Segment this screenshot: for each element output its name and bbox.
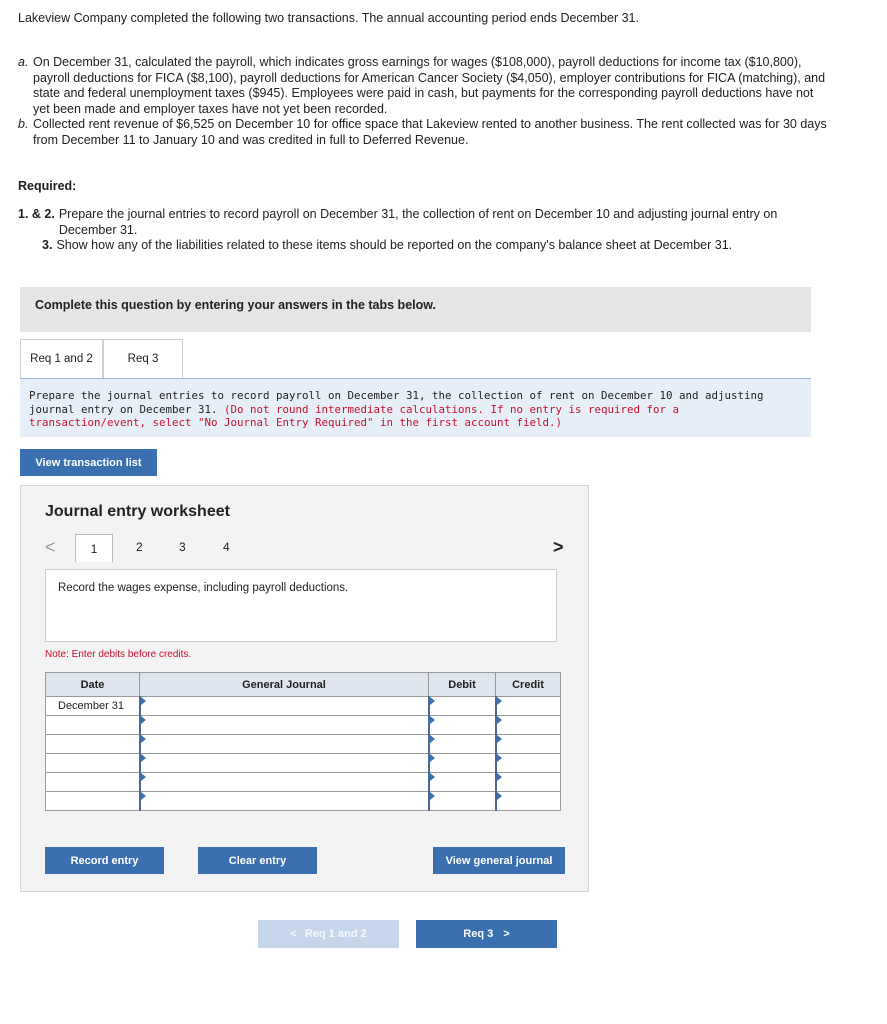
entry-pagination	[45, 534, 566, 564]
dropdown-arrow-icon	[430, 697, 435, 705]
requirement-3	[18, 238, 828, 254]
debit-input[interactable]	[429, 792, 496, 811]
date-cell: December 31	[46, 697, 140, 716]
chevron-right-icon[interactable]: >	[553, 537, 564, 557]
dropdown-arrow-icon	[430, 716, 435, 724]
dropdown-arrow-icon	[430, 773, 435, 781]
table-row	[46, 697, 561, 716]
debits-note: Note: Enter debits before credits.	[45, 649, 192, 660]
account-input[interactable]	[140, 754, 429, 773]
date-cell	[46, 716, 140, 735]
column-header-credit: Credit	[496, 673, 561, 697]
credit-input[interactable]	[496, 754, 561, 773]
date-cell	[46, 735, 140, 754]
table-row	[46, 792, 561, 811]
date-cell	[46, 754, 140, 773]
table-row	[46, 773, 561, 792]
required-list	[18, 207, 828, 254]
account-input[interactable]	[140, 716, 429, 735]
debit-input[interactable]	[429, 735, 496, 754]
table-row	[46, 735, 561, 754]
worksheet-title: Journal entry worksheet	[45, 503, 230, 520]
instruction-banner: Complete this question by entering your answers in the tabs below.	[20, 287, 811, 332]
debit-input[interactable]	[429, 773, 496, 792]
credit-input[interactable]	[496, 716, 561, 735]
journal-table	[45, 672, 561, 811]
chevron-left-icon: <	[290, 928, 297, 940]
dropdown-arrow-icon	[430, 792, 435, 800]
debit-input[interactable]	[429, 716, 496, 735]
account-input[interactable]	[140, 735, 429, 754]
chevron-left-icon[interactable]: <	[45, 537, 56, 557]
credit-input[interactable]	[496, 735, 561, 754]
requirement-text: Prepare the journal entries to record payroll on December 31, the collection of rent on December 10 and adjusting journal entry on December 31.	[58, 207, 778, 237]
dropdown-arrow-icon	[497, 754, 502, 762]
dropdown-arrow-icon	[497, 716, 502, 724]
dropdown-arrow-icon	[141, 716, 146, 724]
instructions-note: (Do not round intermediate calculations. If no entry is required for a transaction/event, select "No Journal Entry Required" in the first account field.)	[29, 402, 680, 429]
requirement-number: 1. & 2.	[18, 207, 55, 221]
table-row	[46, 716, 561, 735]
transaction-list	[18, 55, 828, 148]
tab-instructions	[20, 379, 811, 437]
debit-input[interactable]	[429, 754, 496, 773]
entry-page-4[interactable]: 4	[223, 540, 230, 554]
dropdown-arrow-icon	[497, 735, 502, 743]
record-entry-button[interactable]: Record entry	[45, 847, 164, 874]
account-input[interactable]	[140, 792, 429, 811]
instructions-main: Prepare the journal entries to record payroll on December 31, the collection of rent on December 10 and adjusting journal entry on December 31.	[29, 389, 764, 416]
column-header-date: Date	[46, 673, 140, 697]
entry-description: Record the wages expense, including payroll deductions.	[45, 569, 557, 642]
next-tab-label: Req 3	[463, 928, 494, 940]
transaction-label: b.	[18, 117, 29, 131]
transaction-text: On December 31, calculated the payroll, which indicates gross earnings for wages ($108,000), payroll deductions for income tax ($10,800), payroll deductions for FICA ($8,100), payroll deductions for American Cancer Society ($4,050), employer contributions for FICA (matching), and state and federal unemployment taxes ($945). Employees were paid in cash, but payments for the corresponding payroll deductions have not yet been made and employer taxes have not yet been recorded.	[33, 55, 826, 116]
dropdown-arrow-icon	[141, 792, 146, 800]
account-input[interactable]	[140, 697, 429, 716]
account-input[interactable]	[140, 773, 429, 792]
requirement-number: 3.	[42, 238, 53, 252]
tab-req-3[interactable]: Req 3	[103, 339, 183, 379]
dropdown-arrow-icon	[141, 697, 146, 705]
dropdown-arrow-icon	[430, 754, 435, 762]
transaction-a	[18, 55, 828, 117]
dropdown-arrow-icon	[430, 735, 435, 743]
chevron-right-icon: >	[503, 928, 510, 940]
view-general-journal-button[interactable]: View general journal	[433, 847, 565, 874]
credit-input[interactable]	[496, 773, 561, 792]
clear-entry-button[interactable]: Clear entry	[198, 847, 317, 874]
transaction-text: Collected rent revenue of $6,525 on December 10 for office space that Lakeview rented to another business. The rent collected was for 30 days from December 11 to January 10 and was credited in full to Deferred Revenue.	[33, 117, 827, 147]
table-row	[46, 754, 561, 773]
tab-bar	[20, 339, 183, 379]
debit-input[interactable]	[429, 697, 496, 716]
entry-page-2[interactable]: 2	[136, 540, 143, 554]
date-cell	[46, 792, 140, 811]
transaction-b	[18, 117, 828, 148]
requirement-text: Show how any of the liabilities related to these items should be reported on the company's balance sheet at December 31.	[56, 238, 733, 252]
column-header-debit: Debit	[429, 673, 496, 697]
transaction-label: a.	[18, 55, 29, 69]
dropdown-arrow-icon	[497, 792, 502, 800]
entry-page-3[interactable]: 3	[179, 540, 186, 554]
view-transaction-list-button[interactable]: View transaction list	[20, 449, 157, 476]
dropdown-arrow-icon	[141, 773, 146, 781]
journal-entry-worksheet	[20, 485, 589, 892]
dropdown-arrow-icon	[141, 735, 146, 743]
next-tab-button[interactable]	[416, 920, 557, 948]
intro-text: Lakeview Company completed the following two transactions. The annual accounting period ends December 31.	[18, 11, 639, 25]
requirement-1-2	[18, 207, 828, 238]
date-cell	[46, 773, 140, 792]
entry-page-1[interactable]: 1	[75, 534, 113, 562]
column-header-general-journal: General Journal	[140, 673, 429, 697]
credit-input[interactable]	[496, 792, 561, 811]
dropdown-arrow-icon	[141, 754, 146, 762]
dropdown-arrow-icon	[497, 773, 502, 781]
previous-tab-label: Req 1 and 2	[304, 928, 367, 940]
previous-tab-button[interactable]	[258, 920, 399, 948]
credit-input[interactable]	[496, 697, 561, 716]
required-heading: Required:	[18, 179, 77, 193]
dropdown-arrow-icon	[497, 697, 502, 705]
tab-req-1-and-2[interactable]: Req 1 and 2	[20, 339, 103, 379]
